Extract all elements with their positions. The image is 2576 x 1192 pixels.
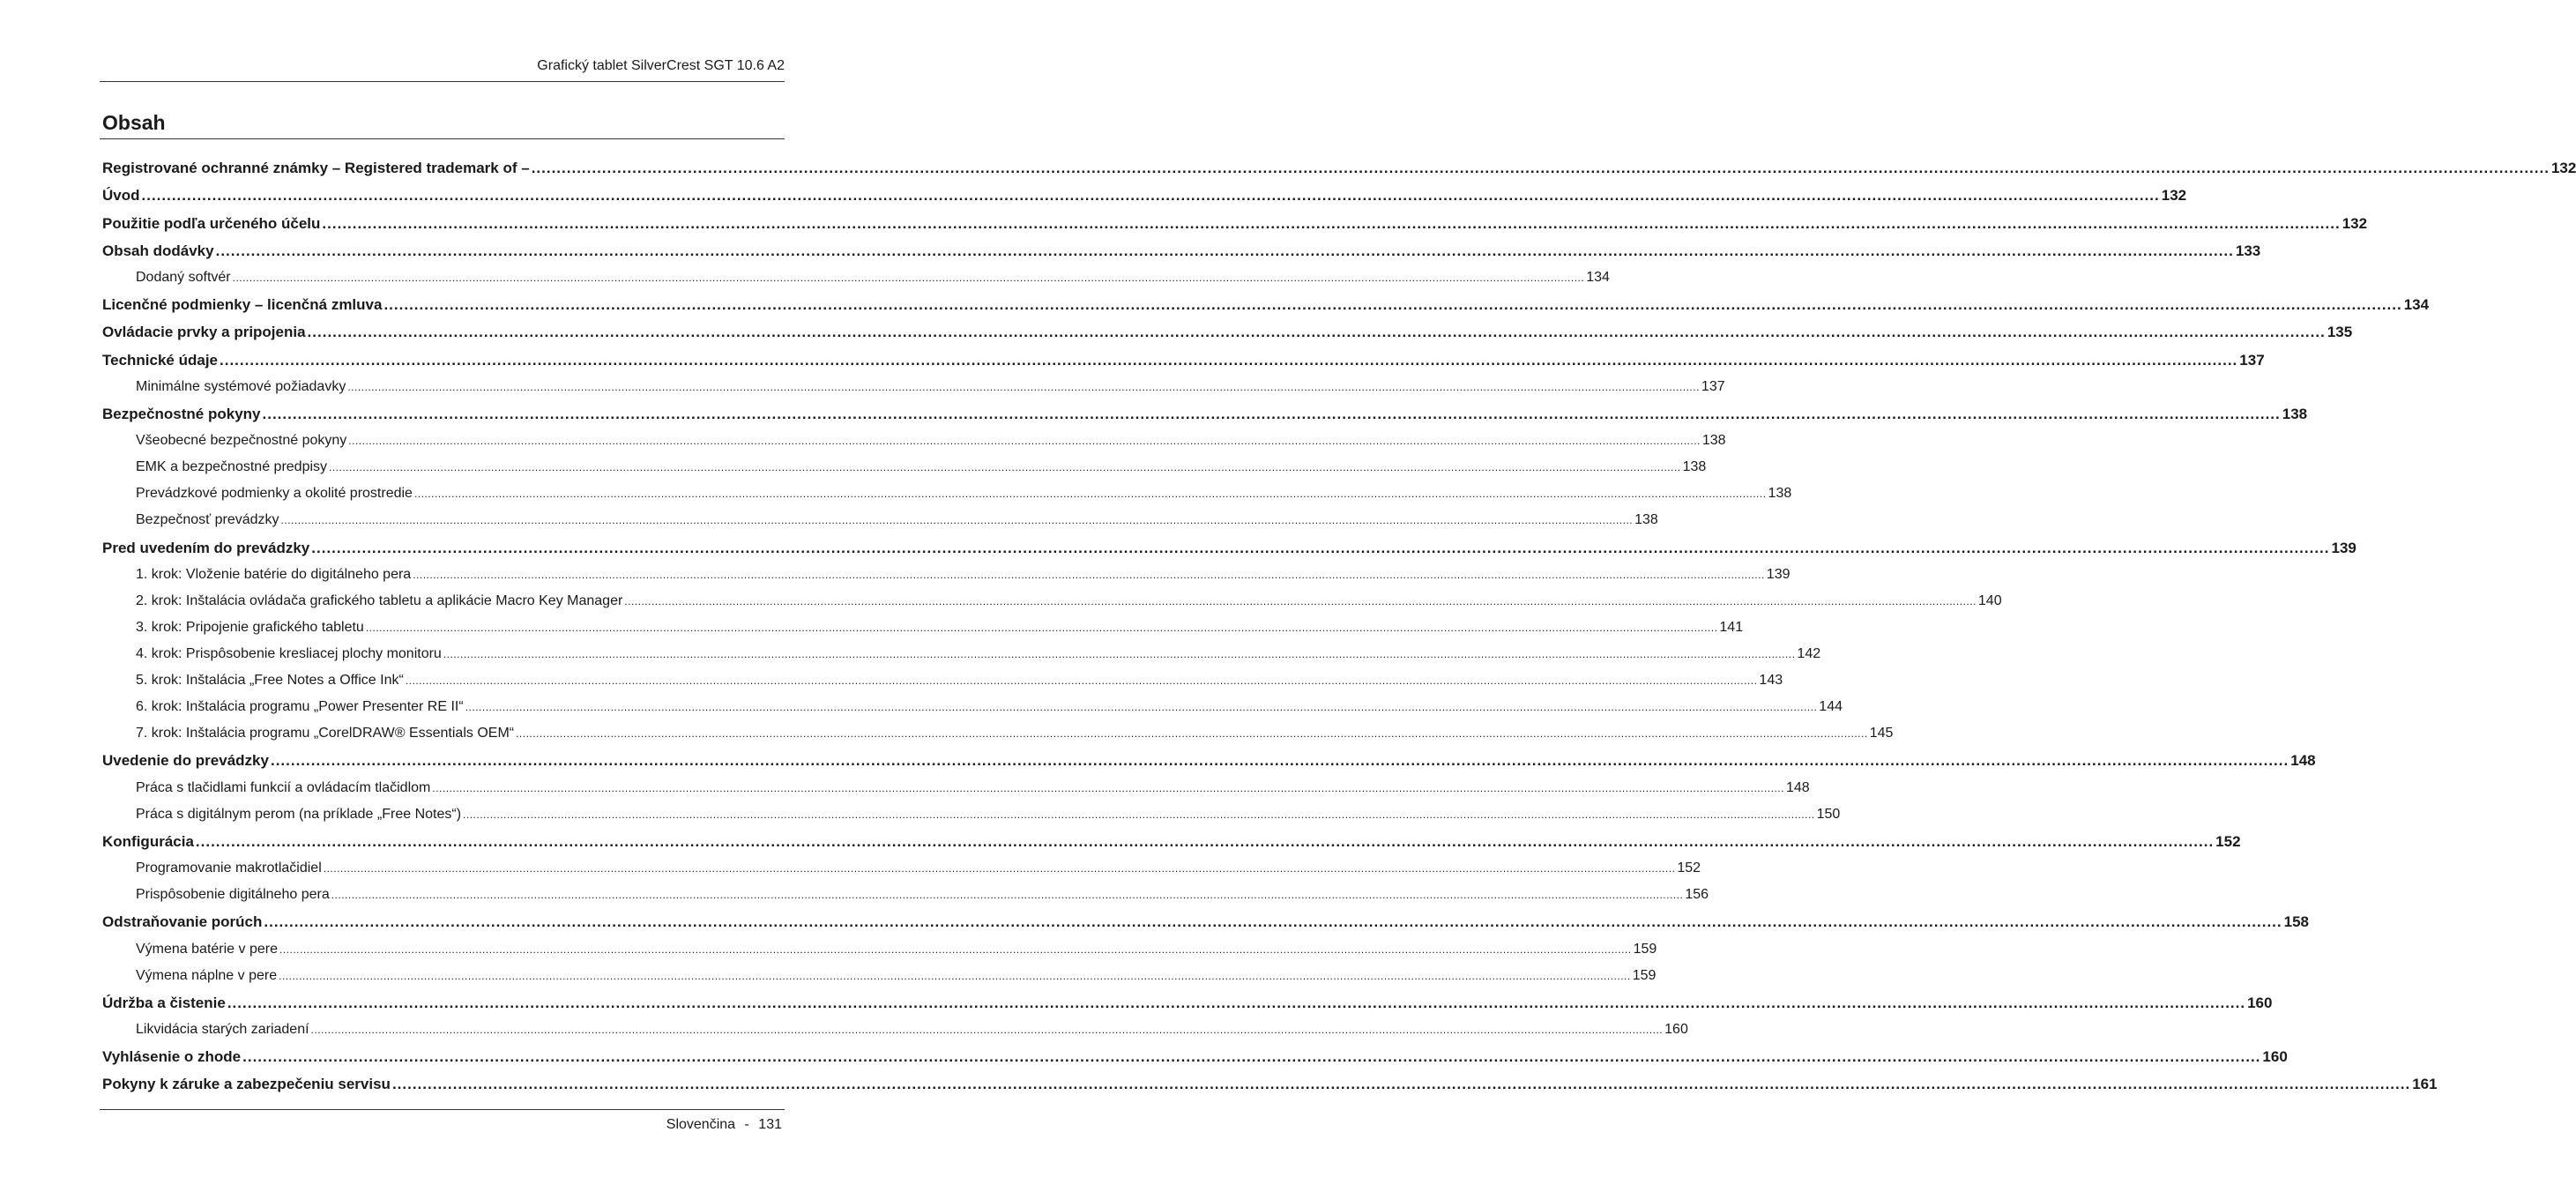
toc-chapter-entry[interactable]: [102, 351, 2265, 379]
toc-entry-page: 160: [1664, 1022, 1688, 1038]
title-divider: [100, 138, 785, 139]
toc-chapter-entry[interactable]: [102, 832, 2241, 860]
toc-section-entry[interactable]: [102, 726, 1894, 752]
toc-section-entry[interactable]: [102, 433, 1726, 459]
toc-entry-page: 152: [2215, 832, 2241, 850]
toc-entry-page: 137: [2239, 351, 2265, 369]
toc-entry-page: 137: [1701, 378, 1725, 394]
toc-entry-title: Uvedenie do prevádzky: [102, 752, 269, 770]
toc-dot-leader: ................................................................................................................................................................................................................................................................................................................................................................................................................: [383, 296, 2402, 314]
toc-section-entry[interactable]: [102, 779, 1810, 807]
toc-entry-title: Vyhlásenie o zhode: [102, 1048, 242, 1066]
toc-dot-leader: ................................................................................................................................................................................................................................................................................................................................................................................................................: [463, 808, 1815, 821]
toc-chapter-entry[interactable]: [102, 242, 2261, 270]
toc-dot-leader: ................................................................................................................................................................................................................................................................................................................................................................................................................: [331, 889, 1684, 902]
toc-entry-title: Obsah dodávky: [102, 242, 214, 259]
toc-entry-page: 134: [2403, 296, 2430, 314]
toc-dot-leader: ................................................................................................................................................................................................................................................................................................................................................................................................................: [215, 242, 2234, 259]
toc-dot-leader: ................................................................................................................................................................................................................................................................................................................................................................................................................: [531, 160, 2550, 176]
toc-entry-title: 6. krok: Inštalácia programu „Power Presenter RE II“: [136, 699, 464, 715]
toc-entry-page: 148: [1785, 779, 1810, 795]
toc-entry-title: Použitie podľa určeného účelu: [102, 214, 321, 232]
footer-page-number: 131: [758, 1117, 782, 1132]
footer-divider: [100, 1109, 785, 1110]
toc-entry-title: Práca s digitálnym perom (na príklade „Free Notes“): [136, 806, 462, 822]
toc-entry-page: 158: [2283, 913, 2310, 931]
toc-entry-title: Výmena náplne v pere: [136, 967, 278, 983]
toc-dot-leader: ................................................................................................................................................................................................................................................................................................................................................................................................................: [270, 752, 2289, 770]
toc-entry-title: Programovanie makrotlačidiel: [136, 860, 322, 876]
toc-entry-title: Prevádzkové podmienky a okolité prostredie: [136, 486, 413, 502]
toc-dot-leader: ................................................................................................................................................................................................................................................................................................................................................................................................................: [516, 727, 1868, 741]
toc-dot-leader: ................................................................................................................................................................................................................................................................................................................................................................................................................: [323, 862, 1676, 875]
toc-entry-page: 142: [1797, 646, 1821, 662]
toc-section-entry[interactable]: [102, 967, 1657, 995]
toc-section-entry[interactable]: [102, 592, 2002, 620]
toc-entry-title: Bezpečnosť prevádzky: [136, 512, 279, 528]
toc-dot-leader: ................................................................................................................................................................................................................................................................................................................................................................................................................: [242, 1048, 2261, 1066]
toc-entry-page: 159: [1632, 967, 1657, 983]
toc-dot-leader: ................................................................................................................................................................................................................................................................................................................................................................................................................: [220, 351, 2238, 369]
toc-dot-leader: ................................................................................................................................................................................................................................................................................................................................................................................................................: [307, 324, 2326, 341]
toc-entry-page: 160: [2262, 1048, 2288, 1066]
toc-entry-title: Technické údaje: [102, 351, 219, 369]
toc-entry-page: 156: [1685, 887, 1709, 903]
toc-entry-title: 1. krok: Vloženie batérie do digitálneho pera: [136, 566, 412, 582]
toc-entry-page: 139: [2331, 539, 2356, 556]
toc-entry-title: 4. krok: Prispôsobenie kresliacej plochy monitoru: [136, 646, 442, 662]
toc-entry-title: 7. krok: Inštalácia programu „CorelDRAW® Essentials OEM“: [136, 726, 515, 741]
toc-entry-title: Konfigurácia: [102, 832, 194, 850]
toc-dot-leader: ................................................................................................................................................................................................................................................................................................................................................................................................................: [413, 568, 1765, 581]
toc-entry-page: 139: [1766, 566, 1791, 582]
toc-chapter-entry[interactable]: [102, 324, 2353, 351]
toc-entry-title: Ovládacie prvky a pripojenia: [102, 324, 306, 341]
toc-entry-title: Úvod: [102, 187, 140, 205]
toc-entry-title: Licenčné podmienky – licenčná zmluva: [102, 296, 383, 314]
toc-dot-leader: ................................................................................................................................................................................................................................................................................................................................................................................................................: [262, 405, 2281, 422]
toc-entry-page: 140: [1977, 592, 2002, 608]
toc-entry-title: Práca s tlačidlami funkcií a ovládacím tlačidlom: [136, 779, 431, 795]
toc-entry-page: 138: [2282, 405, 2308, 422]
toc-entry-title: Registrované ochranné známky – Registered trademark of –: [102, 160, 530, 176]
toc-entry-page: 152: [1677, 860, 1701, 876]
toc-entry-page: 145: [1869, 726, 1894, 741]
toc-dot-leader: ................................................................................................................................................................................................................................................................................................................................................................................................................: [141, 187, 2160, 205]
toc-entry-title: Prispôsobenie digitálneho pera: [136, 887, 330, 903]
toc-entry-page: 143: [1759, 673, 1783, 689]
toc-entry-title: Likvidácia starých zariadení: [136, 1022, 309, 1038]
toc-entry-title: Výmena batérie v pere: [136, 941, 278, 957]
toc-entry-page: 161: [2412, 1076, 2438, 1093]
toc-section-entry[interactable]: [102, 270, 1610, 296]
toc-dot-leader: ................................................................................................................................................................................................................................................................................................................................................................................................................: [311, 539, 2330, 556]
toc-dot-leader: ................................................................................................................................................................................................................................................................................................................................................................................................................: [310, 1024, 1664, 1037]
toc-entry-page: 150: [1816, 806, 1841, 822]
toc-chapter-entry[interactable]: [102, 994, 2273, 1022]
toc-entry-page: 132: [2341, 214, 2368, 232]
toc-entry-title: Minimálne systémové požiadavky: [136, 378, 346, 394]
toc-chapter-entry[interactable]: [102, 296, 2430, 324]
toc-section-entry[interactable]: [102, 512, 1658, 539]
toc-dot-leader: ................................................................................................................................................................................................................................................................................................................................................................................................................: [195, 832, 2215, 850]
toc-section-entry[interactable]: [102, 941, 1657, 968]
toc-chapter-entry[interactable]: [102, 405, 2308, 433]
toc-entry-page: 132: [2550, 160, 2576, 176]
toc-entry-page: 160: [2247, 994, 2273, 1011]
toc-chapter-entry[interactable]: [102, 214, 2368, 242]
toc-entry-page: 134: [1586, 270, 1610, 285]
footer-separator: -: [744, 1117, 749, 1132]
toc-entry-title: Dodaný softvér: [136, 270, 231, 285]
toc-entry-page: 138: [1768, 486, 1792, 502]
toc-dot-leader: ................................................................................................................................................................................................................................................................................................................................................................................................................: [322, 214, 2341, 232]
toc-dot-leader: ................................................................................................................................................................................................................................................................................................................................................................................................................: [227, 994, 2246, 1011]
toc-dot-leader: ................................................................................................................................................................................................................................................................................................................................................................................................................: [279, 969, 1631, 982]
page-footer: [100, 1115, 782, 1135]
toc-dot-leader: ................................................................................................................................................................................................................................................................................................................................................................................................................: [279, 942, 1632, 956]
toc-section-entry[interactable]: [102, 566, 1791, 593]
toc-dot-leader: ................................................................................................................................................................................................................................................................................................................................................................................................................: [329, 461, 1681, 474]
toc-entry-page: 132: [2161, 187, 2187, 205]
toc-entry-title: Údržba a čistenie: [102, 994, 226, 1011]
toc-entry-title: 5. krok: Inštalácia „Free Notes a Office Ink“: [136, 673, 404, 689]
toc-chapter-entry[interactable]: [102, 1076, 2438, 1103]
toc-entry-title: Bezpečnostné pokyny: [102, 405, 261, 422]
toc-section-entry[interactable]: [102, 699, 1843, 726]
toc-entry-page: 138: [1701, 433, 1726, 449]
header-divider: [100, 81, 785, 82]
toc-entry-page: 138: [1634, 512, 1658, 528]
toc-dot-leader: ................................................................................................................................................................................................................................................................................................................................................................................................................: [432, 781, 1784, 794]
toc-section-entry[interactable]: [102, 459, 1707, 486]
toc-chapter-entry[interactable]: [102, 160, 2576, 187]
toc-dot-leader: ................................................................................................................................................................................................................................................................................................................................................................................................................: [465, 701, 1818, 714]
toc-entry-title: Všeobecné bezpečnostné pokyny: [136, 433, 347, 449]
toc-chapter-entry[interactable]: [102, 539, 2356, 567]
toc-chapter-entry[interactable]: [102, 913, 2310, 941]
toc-dot-leader: ................................................................................................................................................................................................................................................................................................................................................................................................................: [365, 622, 1718, 634]
toc-section-entry[interactable]: [102, 887, 1709, 913]
toc-section-entry[interactable]: [102, 620, 1744, 646]
toc-dot-leader: ................................................................................................................................................................................................................................................................................................................................................................................................................: [405, 674, 1758, 688]
toc-dot-leader: ................................................................................................................................................................................................................................................................................................................................................................................................................: [280, 514, 1634, 527]
toc-entry-page: 141: [1719, 620, 1744, 635]
toc-entry-title: Odstraňovanie porúch: [102, 913, 263, 931]
toc-entry-title: EMK a bezpečnostné predpisy: [136, 459, 328, 475]
toc-section-entry[interactable]: [102, 673, 1783, 699]
page-title: Obsah: [102, 111, 166, 134]
footer-language: Slovenčina: [666, 1117, 736, 1132]
toc-dot-leader: ................................................................................................................................................................................................................................................................................................................................................................................................................: [232, 272, 1585, 284]
table-of-contents: [102, 160, 2576, 1104]
toc-entry-title: 3. krok: Pripojenie grafického tabletu: [136, 620, 364, 635]
toc-entry-page: 135: [2327, 324, 2353, 341]
toc-section-entry[interactable]: [102, 806, 1841, 833]
toc-section-entry[interactable]: [102, 1022, 1688, 1048]
toc-entry-title: Pokyny k záruke a zabezpečeniu servisu: [102, 1076, 391, 1093]
toc-dot-leader: ................................................................................................................................................................................................................................................................................................................................................................................................................: [624, 594, 1977, 607]
toc-dot-leader: ................................................................................................................................................................................................................................................................................................................................................................................................................: [264, 913, 2282, 931]
toc-entry-page: 159: [1633, 941, 1657, 957]
toc-entry-page: 133: [2235, 242, 2261, 259]
toc-chapter-entry[interactable]: [102, 752, 2316, 779]
toc-dot-leader: ................................................................................................................................................................................................................................................................................................................................................................................................................: [391, 1076, 2411, 1093]
toc-chapter-entry[interactable]: [102, 187, 2187, 214]
toc-chapter-entry[interactable]: [102, 1048, 2288, 1076]
toc-entry-title: 2. krok: Inštalácia ovládača grafického tabletu a aplikácie Macro Key Manager: [136, 592, 623, 608]
toc-entry-page: 144: [1819, 699, 1843, 715]
toc-section-entry[interactable]: [102, 378, 1725, 406]
toc-dot-leader: ................................................................................................................................................................................................................................................................................................................................................................................................................: [443, 648, 1796, 661]
running-header: Grafický tablet SilverCrest SGT 10.6 A2: [537, 58, 785, 73]
toc-dot-leader: ................................................................................................................................................................................................................................................................................................................................................................................................................: [347, 380, 1700, 393]
toc-entry-page: 138: [1682, 459, 1707, 475]
toc-dot-leader: ................................................................................................................................................................................................................................................................................................................................................................................................................: [348, 435, 1701, 448]
toc-section-entry[interactable]: [102, 486, 1792, 512]
toc-entry-page: 148: [2290, 752, 2316, 770]
toc-dot-leader: ................................................................................................................................................................................................................................................................................................................................................................................................................: [413, 488, 1767, 501]
toc-entry-title: Pred uvedením do prevádzky: [102, 539, 310, 556]
toc-section-entry[interactable]: [102, 860, 1701, 887]
toc-section-entry[interactable]: [102, 646, 1821, 673]
